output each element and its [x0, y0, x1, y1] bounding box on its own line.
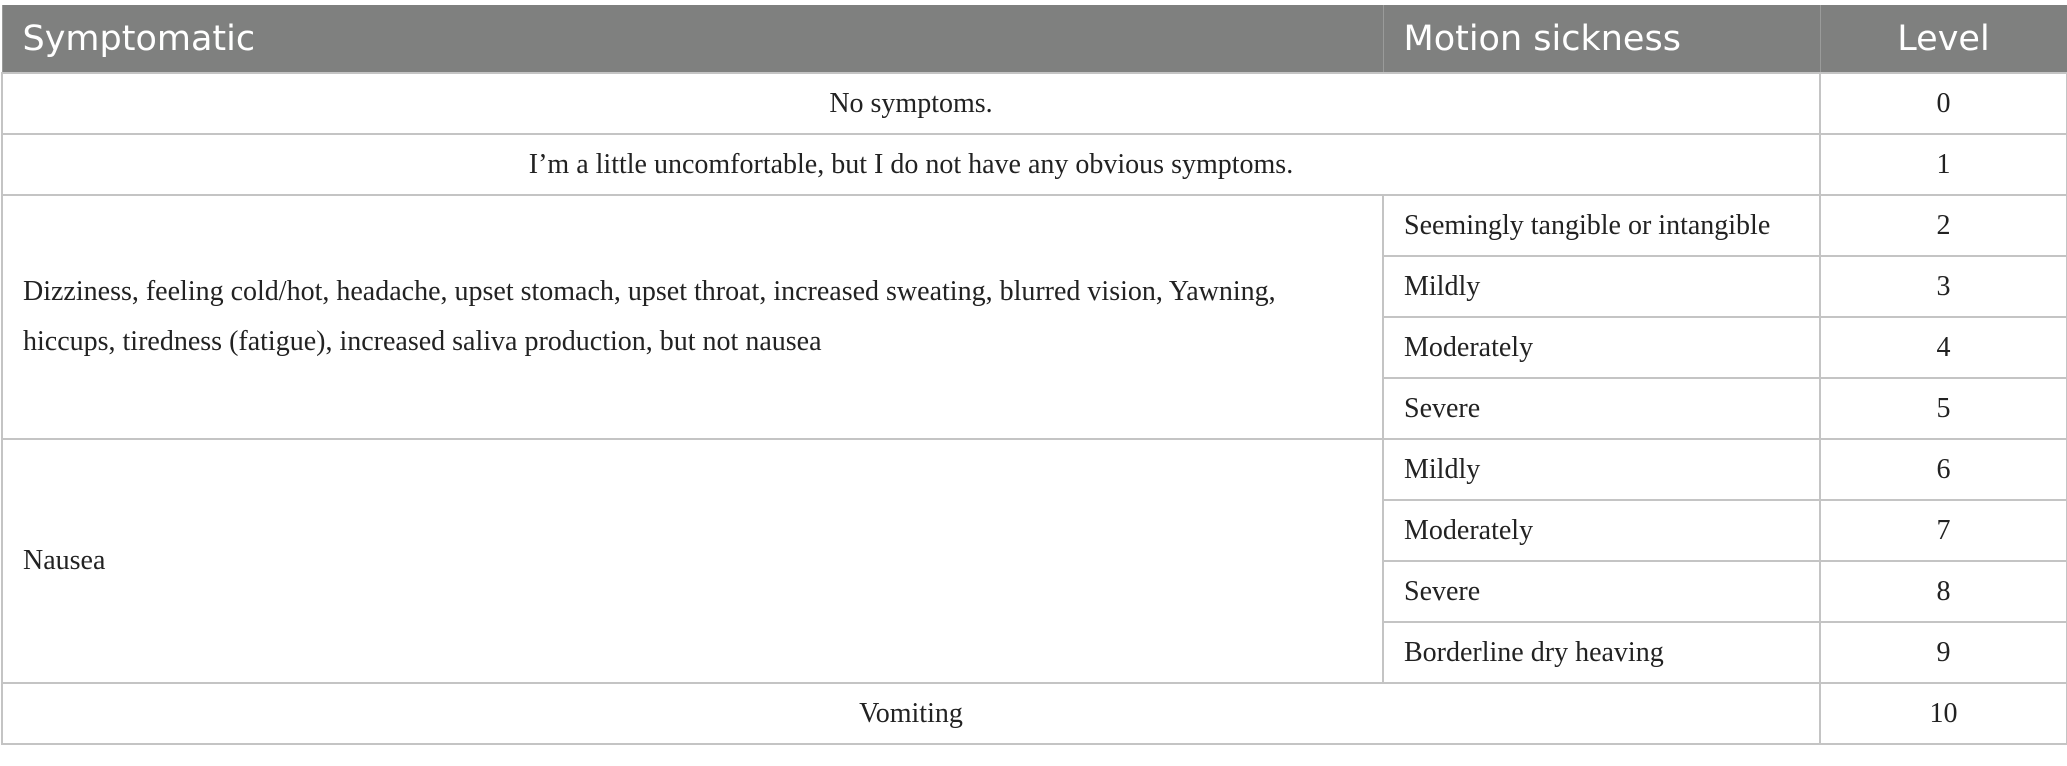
severity-cell: Severe	[1383, 561, 1820, 622]
header-row	[2, 5, 2067, 73]
level-cell: 7	[1820, 500, 2067, 561]
severity-cell: Mildly	[1383, 439, 1820, 500]
level-cell: 2	[1820, 195, 2067, 256]
table-header	[2, 5, 2067, 73]
level-cell: 0	[1820, 73, 2067, 134]
severity-cell: Moderately	[1383, 317, 1820, 378]
level-cell: 6	[1820, 439, 2067, 500]
severity-cell: Severe	[1383, 378, 1820, 439]
table-row	[2, 73, 2067, 134]
level-cell: 3	[1820, 256, 2067, 317]
level-cell: 1	[1820, 134, 2067, 195]
severity-cell: Borderline dry heaving	[1383, 622, 1820, 683]
table-row	[2, 683, 2067, 744]
level-cell: 5	[1820, 378, 2067, 439]
severity-cell: Seemingly tangible or intangible	[1383, 195, 1820, 256]
symptom-cell: Nausea	[2, 439, 1383, 683]
header-motion-sickness: Motion sickness	[1383, 5, 1820, 73]
header-symptomatic: Symptomatic	[2, 5, 1383, 73]
severity-cell: Moderately	[1383, 500, 1820, 561]
table-row	[2, 134, 2067, 195]
severity-cell: Mildly	[1383, 256, 1820, 317]
level-cell: 9	[1820, 622, 2067, 683]
symptom-cell: No symptoms.	[2, 73, 1820, 134]
motion-sickness-table	[1, 5, 2067, 745]
table-row	[2, 439, 2067, 500]
level-cell: 8	[1820, 561, 2067, 622]
level-cell: 4	[1820, 317, 2067, 378]
symptom-cell: Vomiting	[2, 683, 1820, 744]
motion-sickness-table-container	[1, 5, 2066, 745]
table-body	[2, 73, 2067, 744]
symptom-cell: I’m a little uncomfortable, but I do not have any obvious symptoms.	[2, 134, 1820, 195]
header-level: Level	[1820, 5, 2067, 73]
symptom-cell: Dizziness, feeling cold/hot, headache, upset stomach, upset throat, increased sweating, blurred vision, Yawning, hiccups, tiredness (fatigue), increased saliva production, but not nausea	[2, 195, 1383, 439]
level-cell: 10	[1820, 683, 2067, 744]
table-row	[2, 195, 2067, 256]
